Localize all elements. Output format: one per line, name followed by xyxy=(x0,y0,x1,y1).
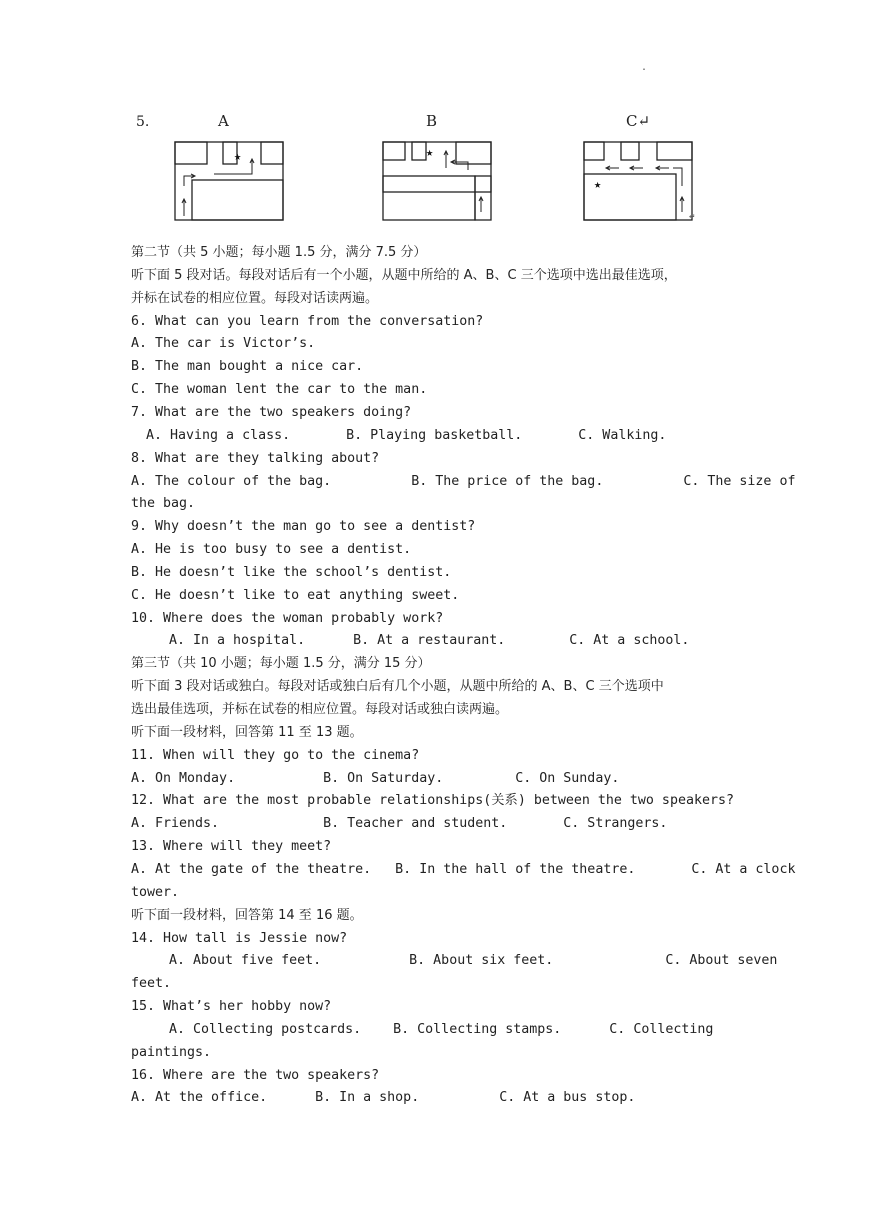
text-line: A. On Monday. B. On Saturday. C. On Sunday. xyxy=(131,770,620,786)
text-line: A. The car is Victor’s. xyxy=(131,336,316,352)
text-line: 听下面 5 段对话。每段对话后有一个小题，从题中所给的 A、B、C 三个选项中选出最佳选项， xyxy=(131,267,677,283)
text-line: A. At the gate of the theatre. B. In the hall of the theatre. C. At a clock xyxy=(131,861,796,877)
text-line: 15. What’s her hobby now? xyxy=(131,999,332,1015)
text-line: feet. xyxy=(131,976,172,992)
svg-text:↵: ↵ xyxy=(689,211,695,221)
text-line: B. He doesn’t like the school’s dentist. xyxy=(131,564,452,580)
text-line: 6. What can you learn from the conversation? xyxy=(131,313,484,329)
text-line: B. The man bought a nice car. xyxy=(131,359,364,375)
text-line: A. He is too busy to see a dentist. xyxy=(131,542,412,558)
top-mark: . xyxy=(641,62,648,73)
map-label-c: C↵ xyxy=(626,112,651,130)
text-line: 14. How tall is Jessie now? xyxy=(131,930,348,946)
text-line: 7. What are the two speakers doing? xyxy=(131,404,412,420)
text-line: 选出最佳选项，并标在试卷的相应位置。每段对话或独白读两遍。 xyxy=(131,702,509,717)
text-line: tower. xyxy=(131,884,180,900)
text-line: A. The colour of the bag. B. The price of the bag. C. The size of xyxy=(131,473,796,489)
text-line: 听下面 3 段对话或独白。每段对话或独白后有几个小题，从题中所给的 A、B、C 三个选项中 xyxy=(131,679,664,695)
text-line: A. About five feet. B. About six feet. C. About seven xyxy=(169,953,778,969)
text-line: 12. What are the most probable relationships(关系) between the two speakers? xyxy=(131,793,734,809)
text-line: A. Having a class. B. Playing basketball. C. Walking. xyxy=(146,427,667,443)
text-line: 10. Where does the woman probably work? xyxy=(131,610,444,626)
text-line: 第二节（共 5 小题；每小题 1.5 分，满分 7.5 分） xyxy=(131,245,427,260)
text-line: A. At the office. B. In a shop. C. At a bus stop. xyxy=(131,1090,636,1106)
map-c-diagram xyxy=(583,138,695,222)
svg-text:★: ★ xyxy=(426,145,434,159)
svg-text:★: ★ xyxy=(594,177,602,191)
map-a-diagram xyxy=(174,138,286,222)
text-line: 第三节（共 10 小题；每小题 1.5 分，满分 15 分） xyxy=(131,656,431,672)
text-line: C. He doesn’t like to eat anything sweet. xyxy=(131,587,460,603)
text-line: 9. Why doesn’t the man go to see a dentist? xyxy=(131,519,476,535)
text-line: A. Friends. B. Teacher and student. C. Strangers. xyxy=(131,816,668,832)
map-label-a: A xyxy=(218,112,229,130)
map-b-diagram xyxy=(382,138,494,222)
text-line: 听下面一段材料，回答第 11 至 13 题。 xyxy=(131,724,363,740)
text-line: C. The woman lent the car to the man. xyxy=(131,382,428,398)
text-line: A. In a hospital. B. At a restaurant. C. At a school. xyxy=(169,633,690,649)
text-line: the bag. xyxy=(131,496,196,512)
text-line: paintings. xyxy=(131,1044,212,1060)
map-label-b: B xyxy=(426,112,438,130)
text-line: 听下面一段材料，回答第 14 至 16 题。 xyxy=(131,907,363,923)
text-line: 11. When will they go to the cinema? xyxy=(131,747,420,763)
text-line: 16. Where are the two speakers? xyxy=(131,1067,380,1083)
text-line: 8. What are they talking about? xyxy=(131,450,380,466)
text-line: A. Collecting postcards. B. Collecting stamps. C. Collecting xyxy=(169,1021,714,1037)
question-5-number: 5. xyxy=(136,114,150,130)
svg-text:★: ★ xyxy=(234,149,242,163)
text-line: 并标在试卷的相应位置。每段对话读两遍。 xyxy=(131,290,379,306)
text-line: 13. Where will they meet? xyxy=(131,839,332,855)
